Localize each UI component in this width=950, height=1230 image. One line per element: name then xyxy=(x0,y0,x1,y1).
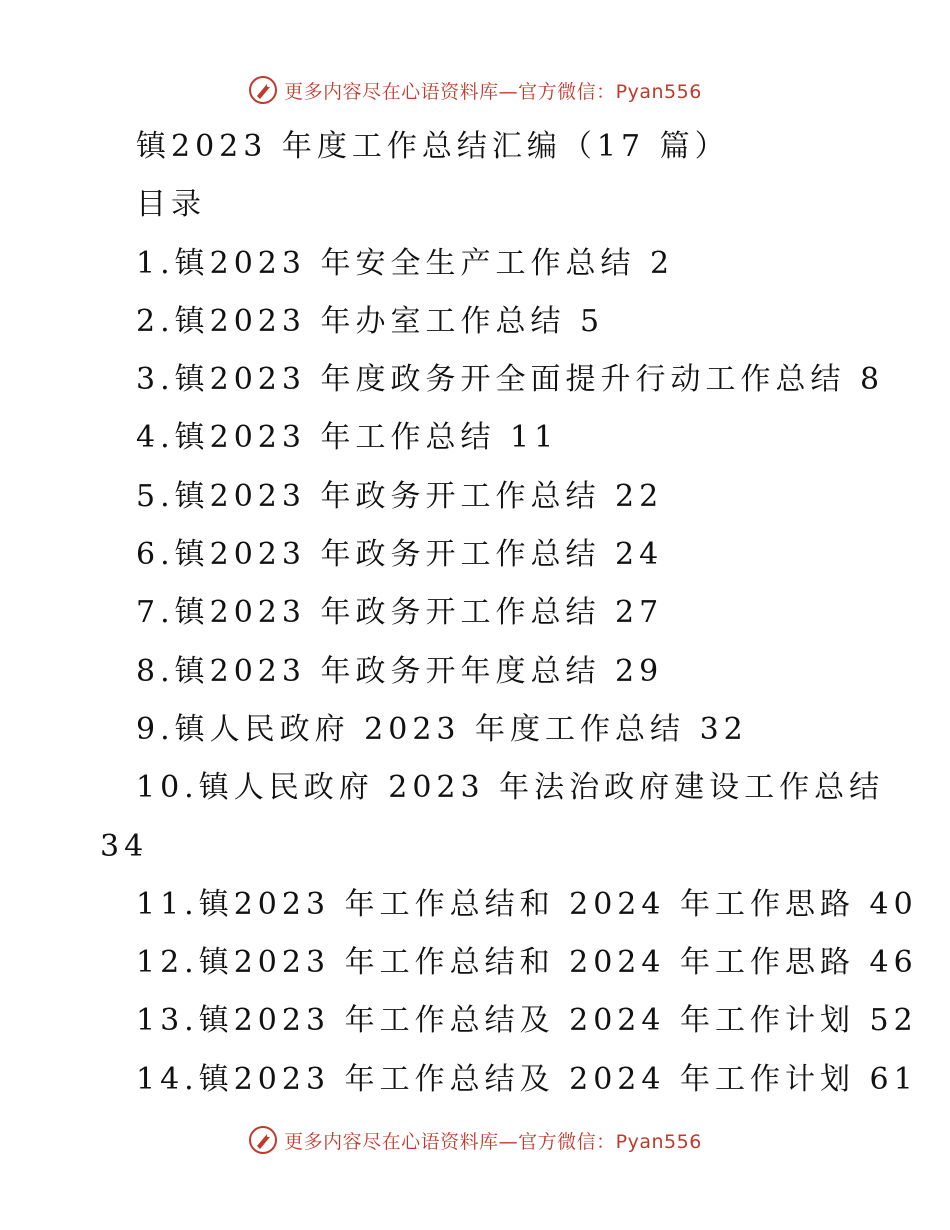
pen-nib-logo-icon xyxy=(248,1125,278,1155)
toc-item: 3.镇2023 年度政务开全面提升行动工作总结 8 xyxy=(136,362,885,398)
toc-item: 12.镇2023 年工作总结和 2024 年工作思路 46 xyxy=(136,945,918,981)
toc-item: 6.镇2023 年政务开工作总结 24 xyxy=(136,537,664,573)
watermark-text: 更多内容尽在心语资料库—官方微信：Pyan556 xyxy=(284,80,702,103)
pen-nib-logo-icon xyxy=(248,75,278,105)
toc-item: 11.镇2023 年工作总结和 2024 年工作思路 40 xyxy=(136,886,918,922)
toc-item: 4.镇2023 年工作总结 11 xyxy=(136,420,559,456)
toc-item: 7.镇2023 年政务开工作总结 27 xyxy=(136,595,664,631)
toc-item: 8.镇2023 年政务开年度总结 29 xyxy=(136,653,664,689)
toc-item: 5.镇2023 年政务开工作总结 22 xyxy=(136,478,664,514)
toc-item: 14.镇2023 年工作总结及 2024 年工作计划 61 xyxy=(136,1061,918,1097)
document-body xyxy=(0,118,950,1109)
toc-heading: 目录 xyxy=(136,187,206,223)
header-watermark-banner xyxy=(0,70,950,110)
document-title: 镇2023 年度工作总结汇编（17 篇） xyxy=(136,129,730,164)
toc-item: 10.镇人民政府 2023 年法治政府建设工作总结 xyxy=(136,770,885,806)
toc-item-page-number-wrap: 34 xyxy=(100,828,149,864)
toc-item: 13.镇2023 年工作总结及 2024 年工作计划 52 xyxy=(136,1003,918,1039)
watermark-text: 更多内容尽在心语资料库—官方微信：Pyan556 xyxy=(284,1130,702,1153)
footer-watermark-banner xyxy=(0,1120,950,1160)
toc-item: 2.镇2023 年办室工作总结 5 xyxy=(136,303,605,339)
toc-item: 1.镇2023 年安全生产工作总结 2 xyxy=(136,245,675,281)
toc-item: 9.镇人民政府 2023 年度工作总结 32 xyxy=(136,711,748,747)
